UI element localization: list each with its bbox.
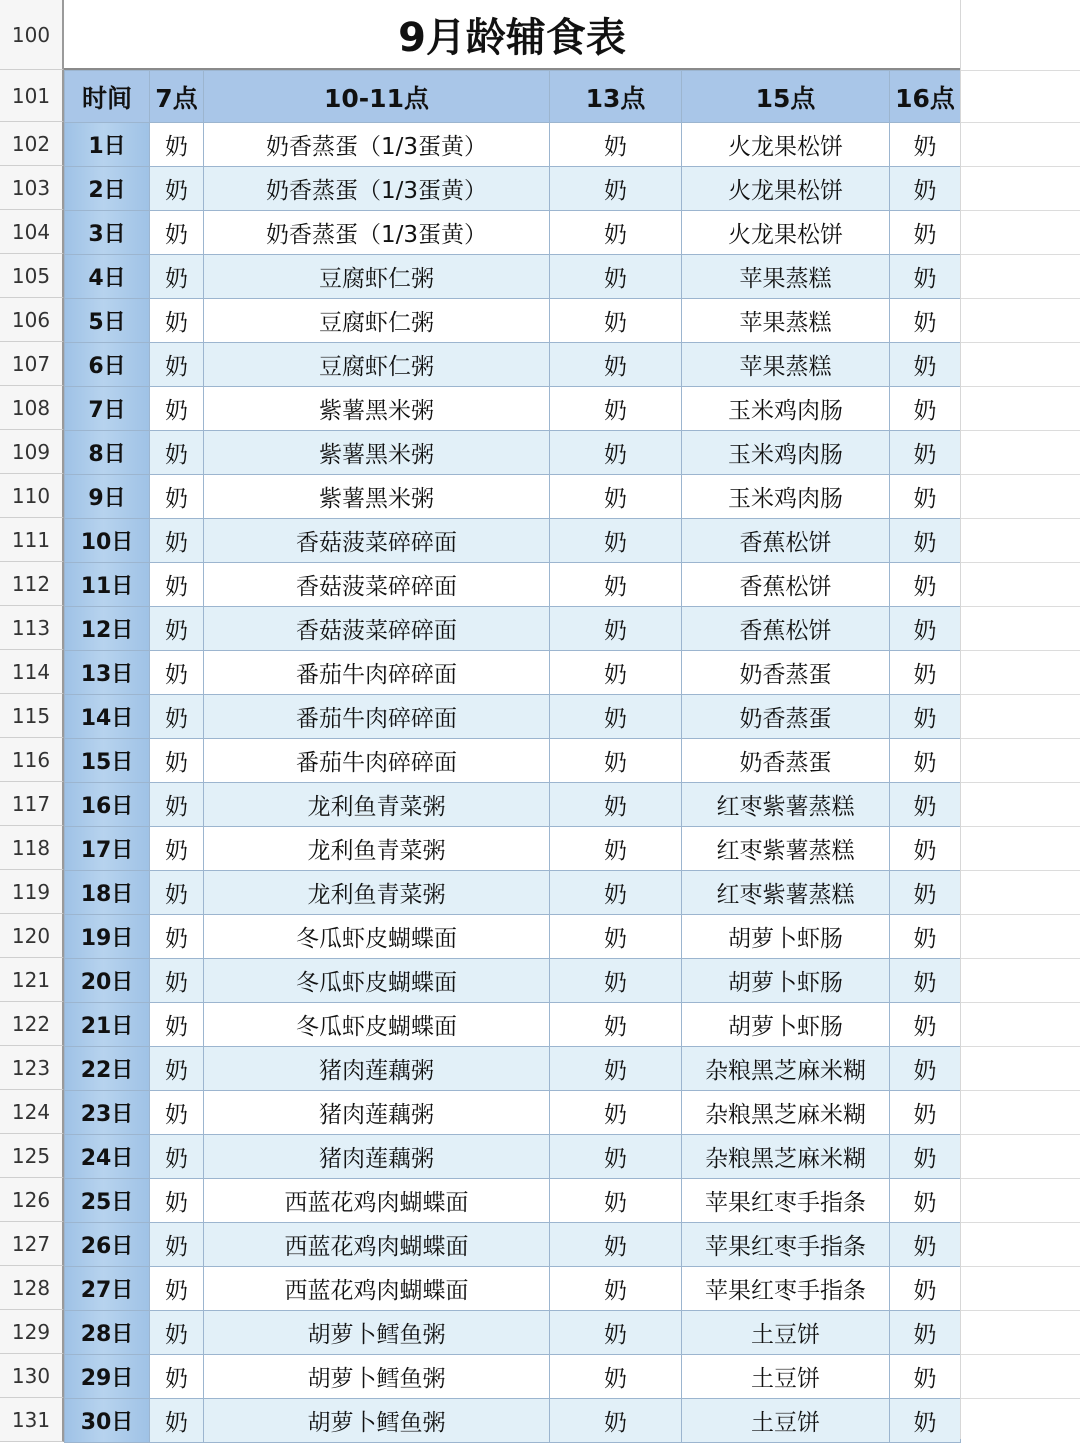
- cell-day[interactable]: 25日: [65, 1179, 150, 1223]
- cell-13[interactable]: 奶: [550, 651, 682, 695]
- gridline: [961, 914, 1080, 915]
- cell-13[interactable]: 奶: [550, 827, 682, 871]
- row-number-gutter: [0, 0, 64, 1442]
- gridline: [961, 1178, 1080, 1179]
- cell-10-11[interactable]: 紫薯黑米粥: [204, 431, 550, 475]
- gridline: [961, 166, 1080, 167]
- table-row: [65, 695, 961, 739]
- table-row: [65, 1179, 961, 1223]
- cell-15[interactable]: 奶香蒸蛋: [682, 651, 890, 695]
- header-16[interactable]: 16点: [890, 71, 961, 123]
- cell-15[interactable]: 红枣紫薯蒸糕: [682, 827, 890, 871]
- gridline: [961, 1090, 1080, 1091]
- cell-7[interactable]: 奶: [150, 299, 204, 343]
- row-number[interactable]: 104: [0, 210, 64, 254]
- cell-13[interactable]: 奶: [550, 1179, 682, 1223]
- table-row: [65, 299, 961, 343]
- cell-13[interactable]: 奶: [550, 783, 682, 827]
- row-number[interactable]: 102: [0, 122, 64, 166]
- row-number[interactable]: 123: [0, 1046, 64, 1090]
- cell-10-11[interactable]: 豆腐虾仁粥: [204, 343, 550, 387]
- cell-day[interactable]: 19日: [65, 915, 150, 959]
- cell-16[interactable]: 奶: [890, 475, 961, 519]
- cell-13[interactable]: 奶: [550, 1223, 682, 1267]
- cell-7[interactable]: 奶: [150, 739, 204, 783]
- table-body: [65, 123, 961, 1443]
- row-number[interactable]: 124: [0, 1090, 64, 1134]
- cell-day[interactable]: 3日: [65, 211, 150, 255]
- table-row: [65, 1267, 961, 1311]
- cell-7[interactable]: 奶: [150, 563, 204, 607]
- cell-13[interactable]: 奶: [550, 343, 682, 387]
- cell-10-11[interactable]: 西蓝花鸡肉蝴蝶面: [204, 1223, 550, 1267]
- cell-13[interactable]: 奶: [550, 871, 682, 915]
- cell-16[interactable]: 奶: [890, 607, 961, 651]
- gridline: [961, 518, 1080, 519]
- cell-7[interactable]: 奶: [150, 123, 204, 167]
- cell-16[interactable]: 奶: [890, 1267, 961, 1311]
- row-number[interactable]: 111: [0, 518, 64, 562]
- cell-10-11[interactable]: 猪肉莲藕粥: [204, 1047, 550, 1091]
- cell-day[interactable]: 14日: [65, 695, 150, 739]
- row-number[interactable]: 121: [0, 958, 64, 1002]
- cell-day[interactable]: 21日: [65, 1003, 150, 1047]
- cell-10-11[interactable]: 香菇菠菜碎碎面: [204, 607, 550, 651]
- cell-10-11[interactable]: 冬瓜虾皮蝴蝶面: [204, 1003, 550, 1047]
- cell-10-11[interactable]: 番茄牛肉碎碎面: [204, 695, 550, 739]
- row-number[interactable]: 115: [0, 694, 64, 738]
- gridline: [961, 254, 1080, 255]
- row-number[interactable]: 110: [0, 474, 64, 518]
- sheet-title[interactable]: 9月龄辅食表: [64, 0, 960, 70]
- header-15[interactable]: 15点: [682, 71, 890, 123]
- table-row: [65, 563, 961, 607]
- table-row: [65, 739, 961, 783]
- cell-16[interactable]: 奶: [890, 519, 961, 563]
- cell-15[interactable]: 杂粮黑芝麻米糊: [682, 1135, 890, 1179]
- cell-7[interactable]: 奶: [150, 475, 204, 519]
- cell-7[interactable]: 奶: [150, 1091, 204, 1135]
- cell-10-11[interactable]: 猪肉莲藕粥: [204, 1135, 550, 1179]
- cell-16[interactable]: 奶: [890, 387, 961, 431]
- cell-7[interactable]: 奶: [150, 1267, 204, 1311]
- cell-day[interactable]: 28日: [65, 1311, 150, 1355]
- cell-15[interactable]: 胡萝卜虾肠: [682, 915, 890, 959]
- row-number[interactable]: 108: [0, 386, 64, 430]
- row-number[interactable]: 105: [0, 254, 64, 298]
- gridline: [961, 1354, 1080, 1355]
- cell-10-11[interactable]: 龙利鱼青菜粥: [204, 827, 550, 871]
- cell-10-11[interactable]: 西蓝花鸡肉蝴蝶面: [204, 1267, 550, 1311]
- table-row: [65, 607, 961, 651]
- cell-16[interactable]: 奶: [890, 563, 961, 607]
- gridline: [961, 298, 1080, 299]
- row-number[interactable]: 128: [0, 1266, 64, 1310]
- cell-10-11[interactable]: 紫薯黑米粥: [204, 475, 550, 519]
- cell-day[interactable]: 11日: [65, 563, 150, 607]
- row-number[interactable]: 119: [0, 870, 64, 914]
- cell-15[interactable]: 苹果蒸糕: [682, 255, 890, 299]
- gridline: [961, 782, 1080, 783]
- cell-16[interactable]: 奶: [890, 959, 961, 1003]
- cell-13[interactable]: 奶: [550, 211, 682, 255]
- cell-13[interactable]: 奶: [550, 1311, 682, 1355]
- cell-15[interactable]: 香蕉松饼: [682, 607, 890, 651]
- cell-16[interactable]: 奶: [890, 1091, 961, 1135]
- gridline: [961, 386, 1080, 387]
- table-row: [65, 1355, 961, 1399]
- table-row: [65, 827, 961, 871]
- gridline: [961, 474, 1080, 475]
- table-row: [65, 1091, 961, 1135]
- cell-15[interactable]: 杂粮黑芝麻米糊: [682, 1091, 890, 1135]
- cell-day[interactable]: 18日: [65, 871, 150, 915]
- gridline: [961, 430, 1080, 431]
- cell-16[interactable]: 奶: [890, 123, 961, 167]
- row-number[interactable]: 113: [0, 606, 64, 650]
- cell-15[interactable]: 苹果蒸糕: [682, 299, 890, 343]
- cell-7[interactable]: 奶: [150, 519, 204, 563]
- cell-13[interactable]: 奶: [550, 1399, 682, 1443]
- cell-10-11[interactable]: 奶香蒸蛋（1/3蛋黄）: [204, 211, 550, 255]
- row-number[interactable]: 118: [0, 826, 64, 870]
- cell-16[interactable]: 奶: [890, 1311, 961, 1355]
- cell-day[interactable]: 12日: [65, 607, 150, 651]
- table-row: [65, 651, 961, 695]
- cell-10-11[interactable]: 冬瓜虾皮蝴蝶面: [204, 915, 550, 959]
- gridline: [961, 826, 1080, 827]
- cell-16[interactable]: 奶: [890, 739, 961, 783]
- cell-7[interactable]: 奶: [150, 651, 204, 695]
- gridline: [961, 738, 1080, 739]
- cell-10-11[interactable]: 香菇菠菜碎碎面: [204, 563, 550, 607]
- cell-15[interactable]: 苹果红枣手指条: [682, 1223, 890, 1267]
- table-row: [65, 1135, 961, 1179]
- gridline: [961, 342, 1080, 343]
- gridline: [961, 606, 1080, 607]
- cell-13[interactable]: 奶: [550, 299, 682, 343]
- cell-13[interactable]: 奶: [550, 959, 682, 1003]
- gridline: [961, 958, 1080, 959]
- header-13[interactable]: 13点: [550, 71, 682, 123]
- cell-7[interactable]: 奶: [150, 1179, 204, 1223]
- cell-day[interactable]: 5日: [65, 299, 150, 343]
- table-row: [65, 1047, 961, 1091]
- cell-10-11[interactable]: 奶香蒸蛋（1/3蛋黄）: [204, 167, 550, 211]
- cell-7[interactable]: 奶: [150, 431, 204, 475]
- cell-7[interactable]: 奶: [150, 607, 204, 651]
- row-number[interactable]: 103: [0, 166, 64, 210]
- cell-16[interactable]: 奶: [890, 695, 961, 739]
- cell-day[interactable]: 6日: [65, 343, 150, 387]
- cell-13[interactable]: 奶: [550, 695, 682, 739]
- table-row: [65, 915, 961, 959]
- row-number[interactable]: 114: [0, 650, 64, 694]
- cell-15[interactable]: 火龙果松饼: [682, 123, 890, 167]
- gridline: [961, 1002, 1080, 1003]
- table-row: [65, 1003, 961, 1047]
- table-row: [65, 387, 961, 431]
- cell-15[interactable]: 香蕉松饼: [682, 563, 890, 607]
- row-number[interactable]: 101: [0, 70, 64, 122]
- row-number[interactable]: 107: [0, 342, 64, 386]
- cell-16[interactable]: 奶: [890, 211, 961, 255]
- cell-15[interactable]: 苹果蒸糕: [682, 343, 890, 387]
- cell-15[interactable]: 火龙果松饼: [682, 167, 890, 211]
- cell-16[interactable]: 奶: [890, 1003, 961, 1047]
- cell-7[interactable]: 奶: [150, 871, 204, 915]
- row-number[interactable]: 109: [0, 430, 64, 474]
- cell-13[interactable]: 奶: [550, 255, 682, 299]
- gridline: [961, 70, 1080, 71]
- header-7[interactable]: 7点: [150, 71, 204, 123]
- gridline: [961, 650, 1080, 651]
- row-number[interactable]: 127: [0, 1222, 64, 1266]
- cell-16[interactable]: 奶: [890, 783, 961, 827]
- cell-15[interactable]: 香蕉松饼: [682, 519, 890, 563]
- cell-10-11[interactable]: 番茄牛肉碎碎面: [204, 739, 550, 783]
- table-row: [65, 1311, 961, 1355]
- cell-13[interactable]: 奶: [550, 1047, 682, 1091]
- cell-day[interactable]: 13日: [65, 651, 150, 695]
- cell-16[interactable]: 奶: [890, 1047, 961, 1091]
- cell-10-11[interactable]: 猪肉莲藕粥: [204, 1091, 550, 1135]
- row-number[interactable]: 125: [0, 1134, 64, 1178]
- cell-16[interactable]: 奶: [890, 1355, 961, 1399]
- cell-10-11[interactable]: 香菇菠菜碎碎面: [204, 519, 550, 563]
- cell-7[interactable]: 奶: [150, 1311, 204, 1355]
- cell-day[interactable]: 2日: [65, 167, 150, 211]
- cell-day[interactable]: 23日: [65, 1091, 150, 1135]
- cell-13[interactable]: 奶: [550, 431, 682, 475]
- cell-13[interactable]: 奶: [550, 563, 682, 607]
- cell-13[interactable]: 奶: [550, 1135, 682, 1179]
- cell-16[interactable]: 奶: [890, 431, 961, 475]
- cell-day[interactable]: 24日: [65, 1135, 150, 1179]
- table-row: [65, 167, 961, 211]
- cell-10-11[interactable]: 豆腐虾仁粥: [204, 299, 550, 343]
- cell-13[interactable]: 奶: [550, 739, 682, 783]
- cell-13[interactable]: 奶: [550, 607, 682, 651]
- table-row: [65, 343, 961, 387]
- cell-7[interactable]: 奶: [150, 1003, 204, 1047]
- header-row: [65, 71, 961, 123]
- cell-day[interactable]: 4日: [65, 255, 150, 299]
- header-10-11[interactable]: 10-11点: [204, 71, 550, 123]
- cell-7[interactable]: 奶: [150, 783, 204, 827]
- row-number[interactable]: 126: [0, 1178, 64, 1222]
- cell-10-11[interactable]: 龙利鱼青菜粥: [204, 783, 550, 827]
- cell-day[interactable]: 16日: [65, 783, 150, 827]
- table-row: [65, 959, 961, 1003]
- cell-15[interactable]: 土豆饼: [682, 1355, 890, 1399]
- row-number[interactable]: 130: [0, 1354, 64, 1398]
- cell-day[interactable]: 1日: [65, 123, 150, 167]
- cell-15[interactable]: 土豆饼: [682, 1311, 890, 1355]
- cell-15[interactable]: 土豆饼: [682, 1399, 890, 1443]
- gridline: [961, 694, 1080, 695]
- gridline: [961, 210, 1080, 211]
- cell-15[interactable]: 玉米鸡肉肠: [682, 431, 890, 475]
- cell-7[interactable]: 奶: [150, 255, 204, 299]
- row-number[interactable]: 129: [0, 1310, 64, 1354]
- cell-day[interactable]: 7日: [65, 387, 150, 431]
- cell-15[interactable]: 杂粮黑芝麻米糊: [682, 1047, 890, 1091]
- cell-7[interactable]: 奶: [150, 167, 204, 211]
- cell-day[interactable]: 30日: [65, 1399, 150, 1443]
- table-row: [65, 475, 961, 519]
- cell-13[interactable]: 奶: [550, 475, 682, 519]
- cell-day[interactable]: 29日: [65, 1355, 150, 1399]
- cell-7[interactable]: 奶: [150, 1135, 204, 1179]
- cell-13[interactable]: 奶: [550, 1091, 682, 1135]
- gridline: [961, 1266, 1080, 1267]
- cell-15[interactable]: 玉米鸡肉肠: [682, 475, 890, 519]
- table-row: [65, 211, 961, 255]
- cell-day[interactable]: 10日: [65, 519, 150, 563]
- cell-10-11[interactable]: 冬瓜虾皮蝴蝶面: [204, 959, 550, 1003]
- cell-15[interactable]: 红枣紫薯蒸糕: [682, 783, 890, 827]
- cell-16[interactable]: 奶: [890, 343, 961, 387]
- cell-10-11[interactable]: 胡萝卜鳕鱼粥: [204, 1399, 550, 1443]
- gridline: [961, 1222, 1080, 1223]
- cell-10-11[interactable]: 胡萝卜鳕鱼粥: [204, 1311, 550, 1355]
- cell-13[interactable]: 奶: [550, 1003, 682, 1047]
- cell-15[interactable]: 奶香蒸蛋: [682, 695, 890, 739]
- table-row: [65, 1399, 961, 1443]
- table-row: [65, 783, 961, 827]
- cell-7[interactable]: 奶: [150, 1047, 204, 1091]
- cell-13[interactable]: 奶: [550, 915, 682, 959]
- cell-day[interactable]: 26日: [65, 1223, 150, 1267]
- cell-13[interactable]: 奶: [550, 387, 682, 431]
- cell-day[interactable]: 17日: [65, 827, 150, 871]
- table-row: [65, 123, 961, 167]
- cell-15[interactable]: 玉米鸡肉肠: [682, 387, 890, 431]
- cell-16[interactable]: 奶: [890, 915, 961, 959]
- cell-7[interactable]: 奶: [150, 695, 204, 739]
- cell-16[interactable]: 奶: [890, 1399, 961, 1443]
- cell-13[interactable]: 奶: [550, 1355, 682, 1399]
- cell-15[interactable]: 苹果红枣手指条: [682, 1179, 890, 1223]
- cell-7[interactable]: 奶: [150, 959, 204, 1003]
- cell-15[interactable]: 火龙果松饼: [682, 211, 890, 255]
- row-number[interactable]: 112: [0, 562, 64, 606]
- cell-10-11[interactable]: 紫薯黑米粥: [204, 387, 550, 431]
- cell-7[interactable]: 奶: [150, 343, 204, 387]
- row-number[interactable]: 106: [0, 298, 64, 342]
- header-time[interactable]: 时间: [65, 71, 150, 123]
- gridline: [961, 1398, 1080, 1399]
- table-row: [65, 255, 961, 299]
- table-row: [65, 519, 961, 563]
- cell-16[interactable]: 奶: [890, 1223, 961, 1267]
- row-number[interactable]: 120: [0, 914, 64, 958]
- cell-15[interactable]: 胡萝卜虾肠: [682, 959, 890, 1003]
- row-number[interactable]: 100: [0, 0, 64, 70]
- cell-16[interactable]: 奶: [890, 167, 961, 211]
- cell-10-11[interactable]: 豆腐虾仁粥: [204, 255, 550, 299]
- cell-10-11[interactable]: 龙利鱼青菜粥: [204, 871, 550, 915]
- cell-day[interactable]: 9日: [65, 475, 150, 519]
- cell-10-11[interactable]: 番茄牛肉碎碎面: [204, 651, 550, 695]
- cell-15[interactable]: 红枣紫薯蒸糕: [682, 871, 890, 915]
- cell-7[interactable]: 奶: [150, 211, 204, 255]
- cell-16[interactable]: 奶: [890, 871, 961, 915]
- table-row: [65, 431, 961, 475]
- cell-15[interactable]: 胡萝卜虾肠: [682, 1003, 890, 1047]
- cell-day[interactable]: 27日: [65, 1267, 150, 1311]
- cell-15[interactable]: 奶香蒸蛋: [682, 739, 890, 783]
- cell-15[interactable]: 苹果红枣手指条: [682, 1267, 890, 1311]
- cell-7[interactable]: 奶: [150, 1355, 204, 1399]
- gridline: [961, 870, 1080, 871]
- cell-day[interactable]: 22日: [65, 1047, 150, 1091]
- row-number[interactable]: 131: [0, 1398, 64, 1442]
- gridline: [961, 1046, 1080, 1047]
- cell-7[interactable]: 奶: [150, 827, 204, 871]
- cell-13[interactable]: 奶: [550, 1267, 682, 1311]
- cell-day[interactable]: 8日: [65, 431, 150, 475]
- meal-table: [64, 70, 961, 1443]
- cell-13[interactable]: 奶: [550, 123, 682, 167]
- cell-16[interactable]: 奶: [890, 827, 961, 871]
- cell-16[interactable]: 奶: [890, 1135, 961, 1179]
- cell-16[interactable]: 奶: [890, 255, 961, 299]
- meal-table-area: [64, 0, 960, 1443]
- empty-column-area: [960, 0, 1080, 1439]
- cell-7[interactable]: 奶: [150, 915, 204, 959]
- row-number[interactable]: 122: [0, 1002, 64, 1046]
- cell-10-11[interactable]: 西蓝花鸡肉蝴蝶面: [204, 1179, 550, 1223]
- cell-day[interactable]: 15日: [65, 739, 150, 783]
- gridline: [961, 562, 1080, 563]
- row-number[interactable]: 116: [0, 738, 64, 782]
- cell-10-11[interactable]: 胡萝卜鳕鱼粥: [204, 1355, 550, 1399]
- gridline: [961, 1134, 1080, 1135]
- row-number[interactable]: 117: [0, 782, 64, 826]
- cell-day[interactable]: 20日: [65, 959, 150, 1003]
- cell-16[interactable]: 奶: [890, 299, 961, 343]
- cell-16[interactable]: 奶: [890, 651, 961, 695]
- table-row: [65, 871, 961, 915]
- cell-16[interactable]: 奶: [890, 1179, 961, 1223]
- cell-7[interactable]: 奶: [150, 1399, 204, 1443]
- table-row: [65, 1223, 961, 1267]
- gridline: [961, 122, 1080, 123]
- cell-7[interactable]: 奶: [150, 1223, 204, 1267]
- cell-13[interactable]: 奶: [550, 519, 682, 563]
- cell-10-11[interactable]: 奶香蒸蛋（1/3蛋黄）: [204, 123, 550, 167]
- cell-7[interactable]: 奶: [150, 387, 204, 431]
- gridline: [961, 1310, 1080, 1311]
- cell-13[interactable]: 奶: [550, 167, 682, 211]
